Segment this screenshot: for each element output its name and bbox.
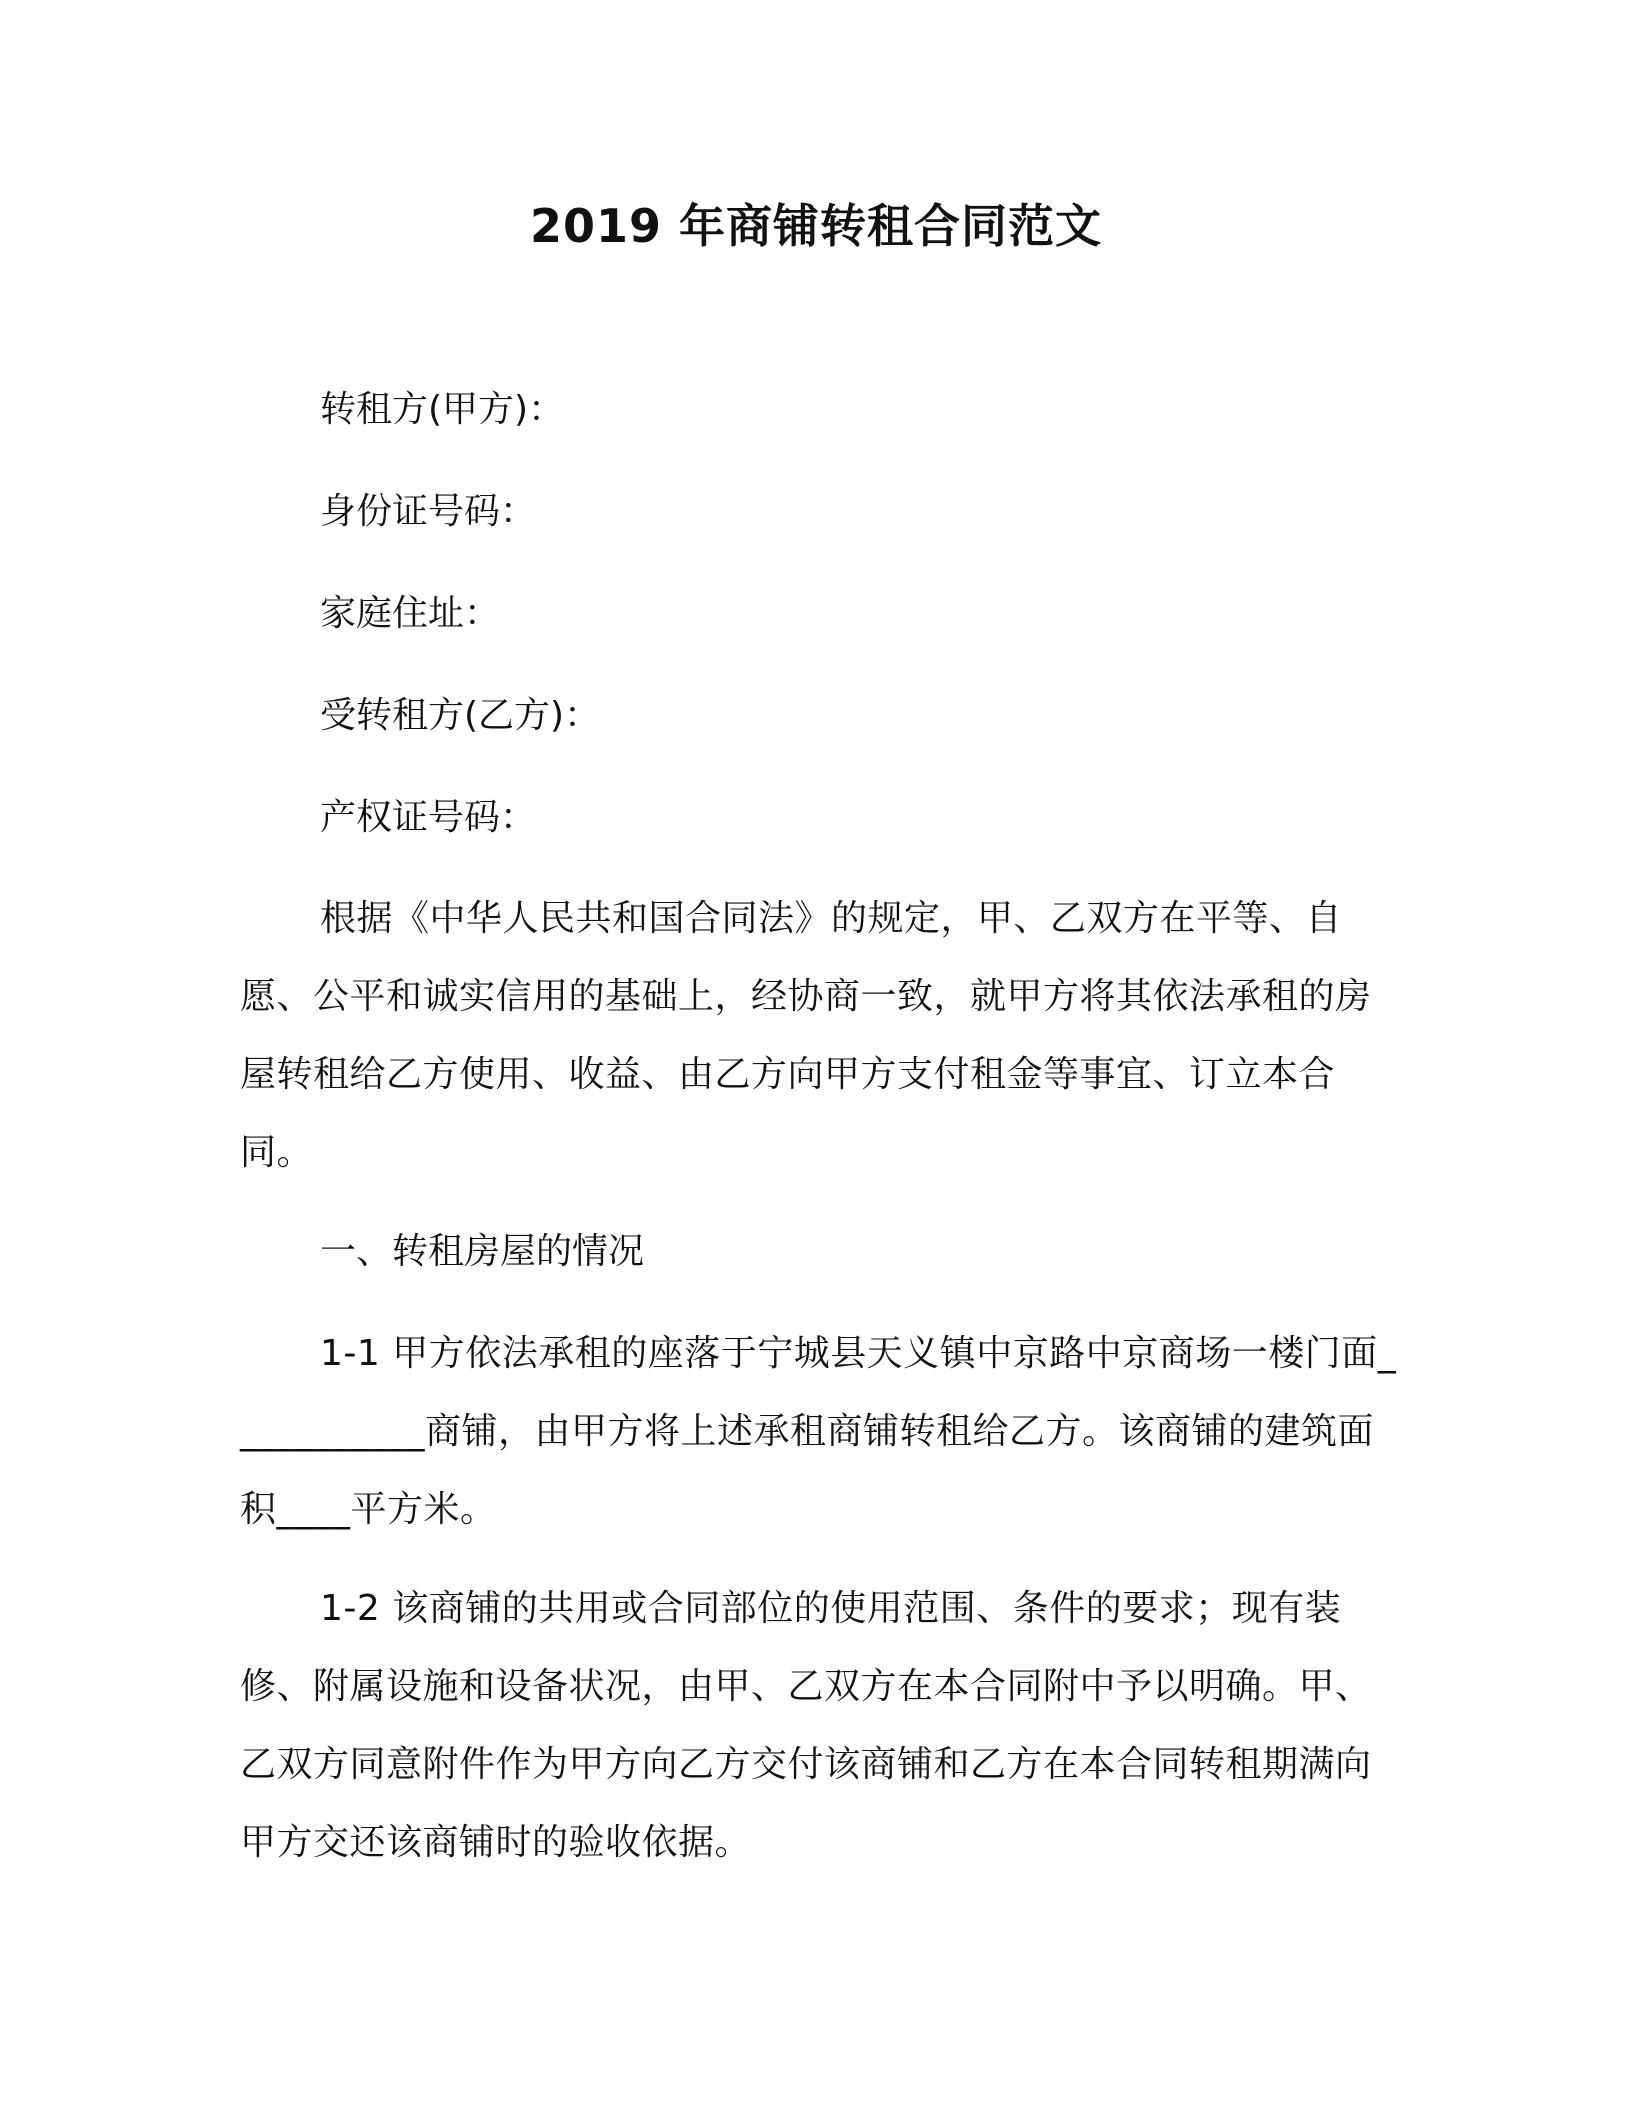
section-heading: 一、转租房屋的情况 <box>320 1231 645 1272</box>
document-title: 2019 年商铺转租合同范文 <box>529 199 1103 253</box>
clause-1-1: 1-1 甲方依法承租的座落于宁城县天义镇中京路中京商场一楼门面___________商铺，由甲方将上述承租商铺转租给乙方。该商铺的建筑面积____平方米。 <box>240 1333 1397 1530</box>
field-sublessor: 转租方(甲方)： <box>320 389 565 430</box>
field-sublessee: 受转租方(乙方)： <box>320 695 601 736</box>
field-home-address: 家庭住址： <box>320 593 501 634</box>
intro-paragraph: 根据《中华人民共和国合同法》的规定，甲、乙双方在平等、自愿、公平和诚实信用的基础上，经协商一致，就甲方将其依法承租的房屋转租给乙方使用、收益、由乙方向甲方支付租金等事宜、订立本合同。 <box>240 898 1372 1173</box>
field-property-certificate: 产权证号码： <box>320 797 537 838</box>
clause-1-2: 1-2 该商铺的共用或合同部位的使用范围、条件的要求；现有装修、附属设施和设备状况，由甲、乙双方在本合同附中予以明确。甲、乙双方同意附件作为甲方向乙方交付该商铺和乙方在本合同转租期满向甲方交还该商铺时的验收依据。 <box>240 1588 1372 1863</box>
field-id-number: 身份证号码： <box>320 491 537 532</box>
